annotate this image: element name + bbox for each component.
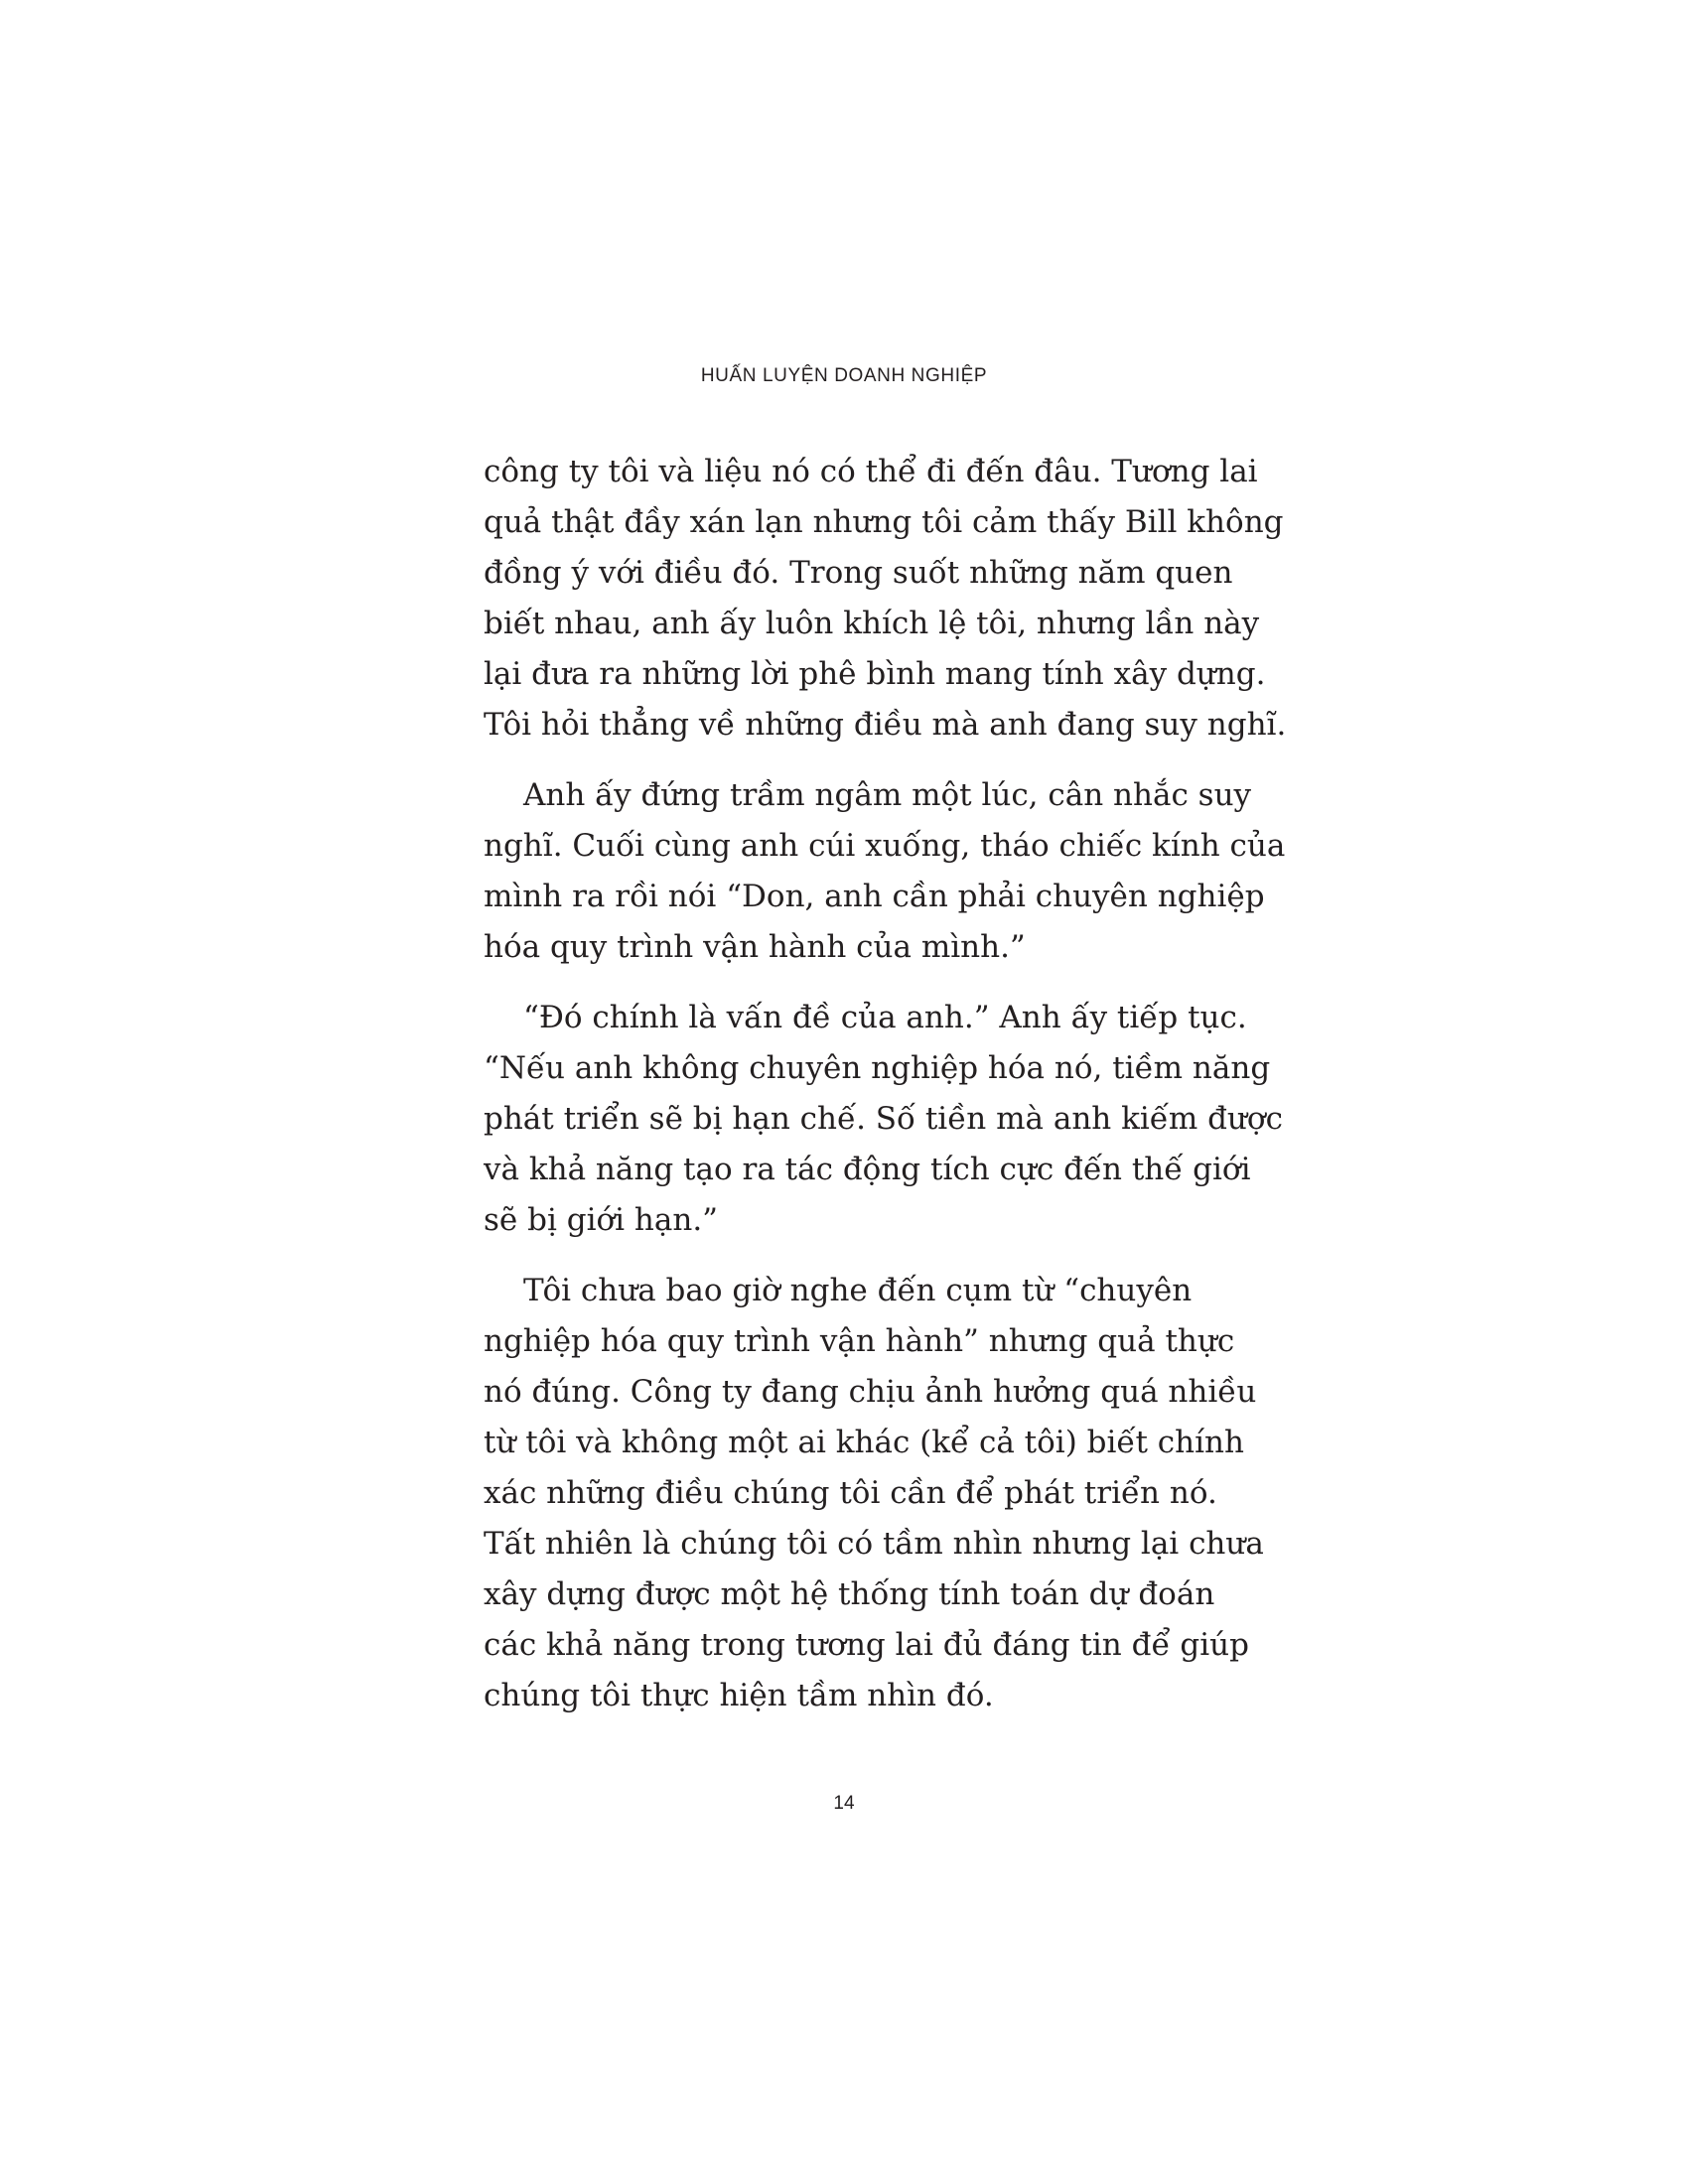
text-line: nó đúng. Công ty đang chịu ảnh hưởng quá nhiều xyxy=(484,1374,1257,1410)
text-line: Tất nhiên là chúng tôi có tầm nhìn nhưng lại chưa xyxy=(484,1526,1264,1562)
text-line: Tôi chưa bao giờ nghe đến cụm từ “chuyên xyxy=(523,1273,1193,1308)
body-text xyxy=(484,447,1287,1741)
paragraph-2 xyxy=(484,770,1286,973)
text-line: Anh ấy đứng trầm ngâm một lúc, cân nhắc suy xyxy=(523,777,1252,813)
text-line: biết nhau, anh ấy luôn khích lệ tôi, nhưng lần này xyxy=(484,606,1260,641)
text-line: xác những điều chúng tôi cần để phát triển nó. xyxy=(484,1475,1217,1511)
text-line: nghĩ. Cuối cùng anh cúi xuống, tháo chiếc kính của xyxy=(484,828,1286,864)
text-line: từ tôi và không một ai khác (kể cả tôi) biết chính xyxy=(484,1425,1244,1460)
text-line: lại đưa ra những lời phê bình mang tính xây dựng. xyxy=(484,656,1266,692)
text-line: các khả năng trong tương lai đủ đáng tin để giúp xyxy=(484,1627,1249,1663)
text-line: hóa quy trình vận hành của mình.” xyxy=(484,929,1026,965)
paragraph-3 xyxy=(484,993,1283,1246)
text-line: “Đó chính là vấn đề của anh.” Anh ấy tiếp tục. xyxy=(523,1000,1247,1035)
text-line: sẽ bị giới hạn.” xyxy=(484,1202,719,1238)
text-line: phát triển sẽ bị hạn chế. Số tiền mà anh kiếm được xyxy=(484,1101,1283,1137)
text-line: chúng tôi thực hiện tầm nhìn đó. xyxy=(484,1678,994,1713)
text-line: mình ra rồi nói “Don, anh cần phải chuyên nghiệp xyxy=(484,879,1265,914)
text-line: nghiệp hóa quy trình vận hành” nhưng quả thực xyxy=(484,1323,1235,1359)
text-line: xây dựng được một hệ thống tính toán dự đoán xyxy=(484,1576,1215,1612)
text-line: quả thật đầy xán lạn nhưng tôi cảm thấy Bill không xyxy=(484,504,1284,540)
paragraph-1 xyxy=(484,447,1287,751)
text-line: và khả năng tạo ra tác động tích cực đến thế giới xyxy=(484,1152,1251,1187)
text-line: “Nếu anh không chuyên nghiệp hóa nó, tiềm năng xyxy=(484,1050,1271,1086)
page-number: 14 xyxy=(833,1793,855,1814)
running-header: HUẤN LUYỆN DOANH NGHIỆP xyxy=(700,365,988,386)
text-line: đồng ý với điều đó. Trong suốt những năm quen xyxy=(484,555,1233,591)
text-line: công ty tôi và liệu nó có thể đi đến đâu. Tương lai xyxy=(484,454,1258,489)
text-line: Tôi hỏi thẳng về những điều mà anh đang suy nghĩ. xyxy=(484,707,1287,743)
paragraph-4 xyxy=(484,1266,1264,1721)
